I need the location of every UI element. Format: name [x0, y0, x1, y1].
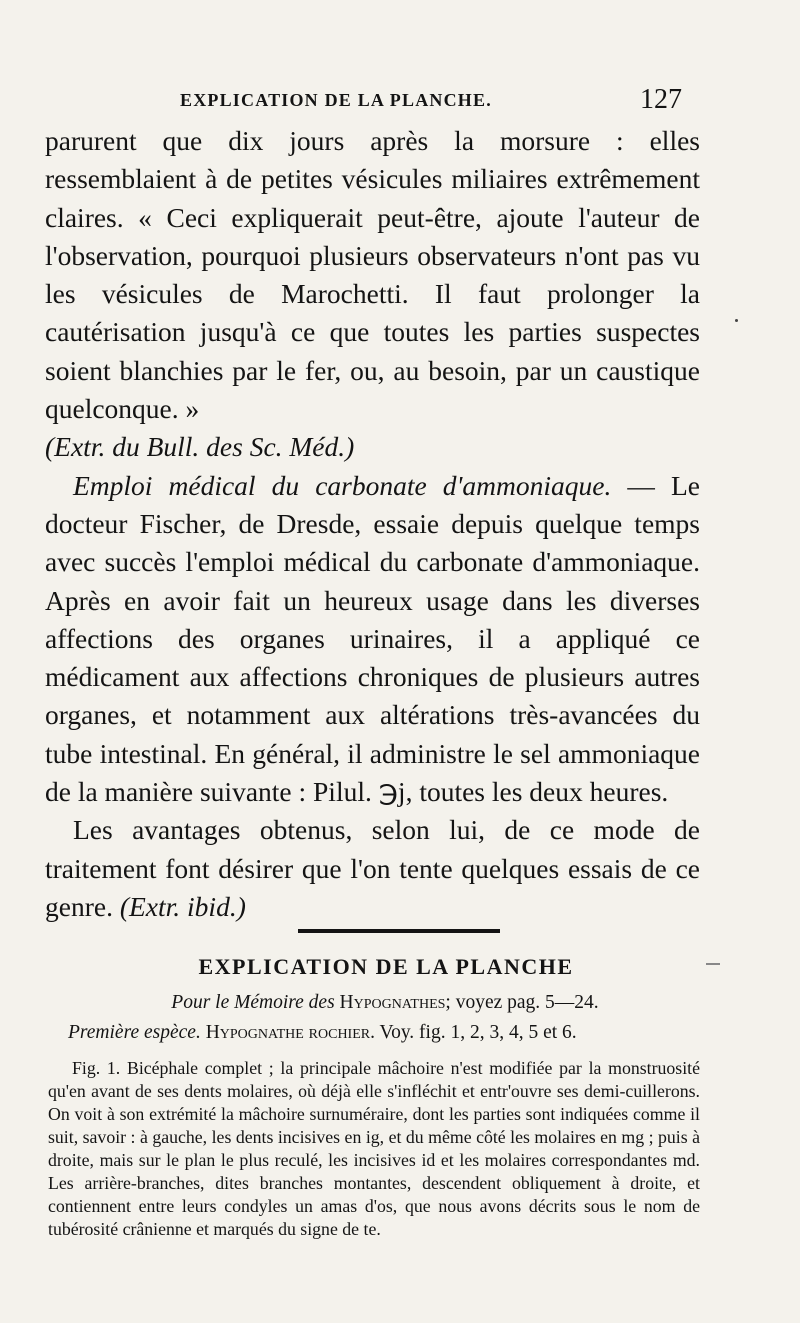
- species-line: [68, 1022, 708, 1044]
- margin-dash: [706, 963, 720, 965]
- paragraph-rabies-text: parurent que dix jours après la morsure : elles ressemblaient à de petites vésicules miliaires extrêmement claires. « Ceci expliquerait peut-être, ajoute l'auteur de l'observation, pourquoi plusieurs observateurs n'ont pas vu les vésicules de Marochetti. Il faut prolonger la cautérisation jusqu'à ce que toutes les parties suspectes soient blanchies par le fer, ou, au besoin, par un caustique quelconque. »: [45, 125, 700, 425]
- fig1-text: Bicéphale complet ; la principale mâchoire n'est modifiée par la monstruosité qu'en avant de ses dents molaires, où déjà elle s'infléchit et entr'ouvre ses demi-cuillerons. On voit à son extrémité la mâchoire surnuméraire, dont les parties sont indiquées comme il suit, savoir : à gauche, les dents incisives en ig, et du même côté les molaires en mg ; puis à droite, mais sur le plan le plus reculé, les incisives id et les molaires correspondantes md. Les arrière-branches, dites branches montantes, descendent obliquement à droite, et contiennent entre leurs condyles un amas d'os, que nous avons décrits sous le nom de tubérosité crânienne et marqués du signe de te.: [48, 1058, 700, 1239]
- citation-ibid: (Extr. ibid.): [119, 890, 246, 922]
- subtitle-prefix: Pour le Mémoire des: [171, 992, 340, 1013]
- paragraph-rabies: [45, 122, 700, 467]
- section-rule: [298, 929, 500, 933]
- subtitle-name: Hypognathes: [339, 992, 446, 1013]
- plate-subtitle: [0, 992, 770, 1014]
- citation-bull-sc-med: (Extr. du Bull. des Sc. Méd.): [45, 431, 355, 463]
- paragraph-ammonia: [45, 467, 700, 812]
- species-refs: Voy. fig. 1, 2, 3, 4, 5 et 6.: [374, 1022, 577, 1043]
- species-label: Première espèce.: [68, 1022, 201, 1043]
- fig1-label: Fig. 1.: [72, 1058, 121, 1078]
- page-number: 127: [640, 84, 682, 115]
- paragraph-advantages-text: Les avantages obtenus, selon lui, de ce mode de traitement font désirer que l'on tente quelques essais de ce genre.: [45, 814, 700, 922]
- paragraph-advantages: [45, 811, 700, 926]
- species-name: Hypognathe rochier.: [205, 1022, 375, 1043]
- paragraph-heading-ammonia: Emploi médical du carbonate d'ammoniaque.: [73, 469, 612, 501]
- paragraph-ammonia-text: — Le docteur Fischer, de Dresde, essaie depuis quelque temps avec succès l'emploi médical du carbonate d'ammoniaque. Après en avoir fait un heureux usage dans les diverses affections des organes urinaires, il a appliqué ce médicament aux affections chroniques de plusieurs autres organes, et notamment aux altérations très-avancées du tube intestinal. En général, il administre le sel ammoniaque de la manière suivante : Pilul. ℈j, toutes les deux heures.: [45, 469, 700, 808]
- fig1-paragraph: [48, 1057, 700, 1241]
- figure-description: [48, 1057, 700, 1241]
- plate-section-title: EXPLICATION DE LA PLANCHE: [198, 954, 574, 979]
- running-head-title: EXPLICATION DE LA PLANCHE.: [180, 90, 492, 110]
- margin-dot: [735, 319, 738, 322]
- body-text: [45, 122, 700, 926]
- running-head: [180, 84, 700, 116]
- subtitle-suffix: ; voyez pag. 5—24.: [445, 992, 599, 1013]
